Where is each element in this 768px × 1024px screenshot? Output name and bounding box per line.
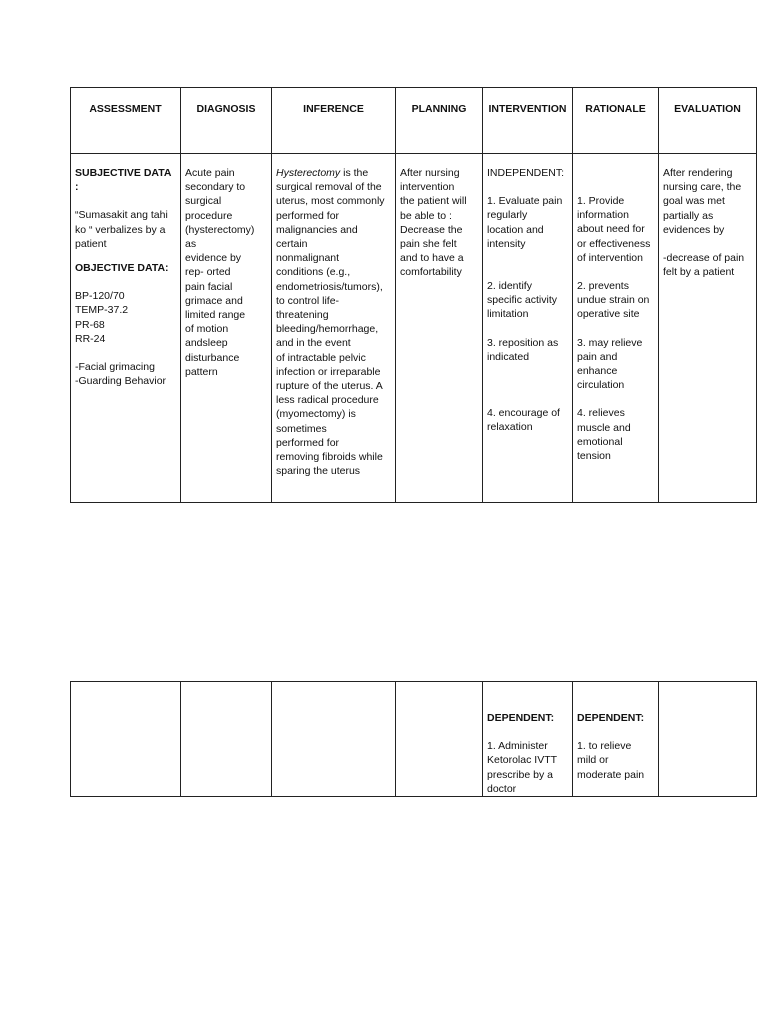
dependent-rationale-line: moderate pain: [577, 768, 645, 781]
dependent-rationale-label: DEPENDENT:: [577, 712, 645, 724]
header-evaluation: EVALUATION: [659, 88, 757, 154]
diagnosis-line: pattern: [185, 365, 218, 378]
inference-line: conditions (e.g.,: [276, 266, 351, 279]
rationale-item-line: about need for: [577, 223, 645, 236]
diagnosis-line: Acute pain: [185, 167, 235, 179]
inference-line: malignancies and: [276, 223, 358, 236]
intervention-item-line: 1. Evaluate pain: [487, 195, 563, 208]
rationale-item-line: muscle and: [577, 421, 631, 434]
evaluation-result: [663, 251, 752, 279]
dependent-rationale-line: 1. to relieve: [577, 740, 632, 753]
objective-data-label: OBJECTIVE DATA:: [75, 262, 169, 275]
care-plan-table-continued: [70, 681, 757, 797]
care-plan-table: [70, 87, 757, 503]
rationale-item-line: undue strain on: [577, 294, 650, 307]
dependent-intervention-line: Ketorolac IVTT: [487, 754, 558, 767]
rationale-item-line: 3. may relieve: [577, 336, 643, 349]
inference-text: [272, 154, 395, 478]
intervention-item-line: 4. encourage of: [487, 407, 560, 420]
evaluation-line: evidences by: [663, 223, 725, 236]
planning-text: [396, 154, 482, 280]
intervention-item-line: limitation: [487, 308, 529, 321]
dependent-intervention-text: [487, 739, 568, 796]
evaluation-line: partially as: [663, 209, 714, 222]
header-inference: INFERENCE: [272, 88, 396, 154]
rationale-item-line: or effectiveness: [577, 237, 651, 250]
planning-line: the patient will: [400, 195, 467, 208]
intervention-item-line: 3. reposition as: [487, 336, 559, 349]
intervention-item-line: location and: [487, 223, 544, 236]
intervention-cell: [483, 154, 573, 503]
evaluation-line: nursing care, the: [663, 181, 742, 194]
planning-line: and to have a: [400, 252, 464, 265]
evaluation-text: [663, 166, 752, 237]
sign-facial-grimacing: -Facial grimacing: [75, 361, 155, 374]
diagnosis-line: pain facial: [185, 280, 233, 293]
inference-line: to control life-: [276, 294, 340, 307]
header-diagnosis: DIAGNOSIS: [181, 88, 272, 154]
intervention-item: [487, 279, 568, 322]
rationale-item-line: 1. Provide: [577, 195, 625, 207]
header-assessment: ASSESSMENT: [71, 88, 181, 154]
rationale-item-line: operative site: [577, 308, 640, 321]
planning-line: After nursing: [400, 167, 460, 179]
inference-line: rupture of the uterus. A: [276, 380, 383, 393]
diagnosis-line: secondary to: [185, 181, 246, 194]
rationale-item-line: circulation: [577, 379, 625, 392]
inference-line: certain: [276, 238, 308, 251]
intervention-item-line: 2. identify: [487, 280, 532, 293]
inference-line: sparing the uterus: [276, 465, 361, 478]
rationale-item: [577, 279, 654, 322]
intervention-item-line: relaxation: [487, 421, 533, 434]
inference-line: threatening: [276, 309, 329, 322]
diagnosis-line: of motion: [185, 323, 229, 336]
inference-term: Hysterectomy: [276, 167, 341, 179]
inference-line: nonmalignant: [276, 252, 340, 265]
rationale-cell: [573, 154, 659, 503]
rationale-item-line: pain and: [577, 350, 618, 363]
diagnosis-line: surgical: [185, 195, 222, 208]
intervention-list: [487, 194, 568, 434]
intervention-item: [487, 194, 568, 251]
dependent-intervention-line: doctor: [487, 782, 517, 795]
inference-line: endometriosis/tumors),: [276, 280, 383, 293]
dependent-intervention-label: DEPENDENT:: [487, 712, 555, 724]
empty-inference-cell: [272, 682, 396, 797]
planning-line: pain she felt: [400, 238, 457, 251]
inference-line: infection or irreparable: [276, 365, 381, 378]
inference-line: performed for: [276, 209, 340, 222]
rationale-item-line: 4. relieves: [577, 407, 625, 420]
rationale-item: [577, 406, 654, 463]
diagnosis-line: as: [185, 238, 197, 251]
inference-line: surgical removal of the: [276, 181, 382, 194]
diagnosis-line: disturbance: [185, 351, 240, 364]
dependent-intervention-line: 1. Administer: [487, 740, 548, 753]
header-row: [71, 88, 757, 154]
rationale-item: [577, 194, 654, 265]
empty-assessment-cell: [71, 682, 181, 797]
diagnosis-line: andsleep: [185, 337, 228, 350]
intervention-item-line: intensity: [487, 237, 526, 250]
planning-cell: [396, 154, 483, 503]
rationale-item-line: of intervention: [577, 251, 643, 264]
dependent-intervention-cell: [483, 682, 573, 797]
inference-line: removing fibroids while: [276, 451, 383, 464]
inference-line: bleeding/hemorrhage,: [276, 323, 379, 336]
assessment-cell: [71, 154, 181, 503]
inference-line: of intractable pelvic: [276, 351, 366, 364]
diagnosis-text: [181, 154, 271, 379]
inference-line: sometimes: [276, 422, 327, 435]
diagnosis-cell: [181, 154, 272, 503]
header-rationale: RATIONALE: [573, 88, 659, 154]
intervention-item-line: indicated: [487, 350, 530, 363]
dependent-intervention-line: prescribe by a: [487, 768, 553, 781]
diagnosis-line: grimace and: [185, 294, 243, 307]
vital-pr: PR-68: [75, 318, 105, 331]
rationale-item: [577, 336, 654, 393]
evaluation-line: After rendering: [663, 167, 733, 179]
evaluation-line: goal was met: [663, 195, 725, 208]
evaluation-cell: [659, 154, 757, 503]
rationale-list: [577, 194, 654, 463]
vital-bp: BP-120/70: [75, 290, 125, 303]
sign-guarding-behavior: -Guarding Behavior: [75, 375, 167, 388]
subjective-data-text: “Sumasakit ang tahi ko “ verbalizes by a patient: [75, 209, 168, 250]
rationale-item-line: tension: [577, 450, 611, 463]
evaluation-result-line: felt by a patient: [663, 266, 735, 279]
inference-first-line: is the: [340, 167, 369, 179]
independent-label: INDEPENDENT:: [487, 167, 565, 179]
care-plan-row: [71, 154, 757, 503]
inference-line: less radical procedure: [276, 394, 379, 407]
diagnosis-line: procedure: [185, 209, 233, 222]
inference-line: and in the event: [276, 337, 351, 350]
evaluation-result-line: -decrease of pain: [663, 252, 745, 265]
planning-line: intervention: [400, 181, 455, 194]
rationale-item-line: enhance: [577, 365, 618, 378]
subjective-data-label: SUBJECTIVE DATA :: [75, 167, 172, 194]
planning-line: comfortability: [400, 266, 462, 279]
intervention-item-line: specific activity: [487, 294, 558, 307]
inference-line: (myomectomy) is: [276, 408, 356, 421]
empty-evaluation-cell: [659, 682, 757, 797]
dependent-rationale-text: [577, 739, 654, 782]
inference-line: performed for: [276, 436, 340, 449]
diagnosis-line: evidence by: [185, 252, 242, 265]
rationale-item-line: 2. prevents: [577, 280, 629, 293]
intervention-item: [487, 336, 568, 364]
diagnosis-line: (hysterectomy): [185, 223, 255, 236]
planning-line: Decrease the: [400, 223, 463, 236]
vital-rr: RR-24: [75, 332, 106, 345]
intervention-item: [487, 406, 568, 434]
dependent-row: [71, 682, 757, 797]
empty-diagnosis-cell: [181, 682, 272, 797]
diagnosis-line: limited range: [185, 309, 246, 322]
diagnosis-line: rep- orted: [185, 266, 231, 279]
planning-line: be able to :: [400, 209, 452, 222]
dependent-rationale-cell: [573, 682, 659, 797]
dependent-rationale-line: mild or: [577, 754, 609, 767]
header-intervention: INTERVENTION: [483, 88, 573, 154]
empty-planning-cell: [396, 682, 483, 797]
inference-line: uterus, most commonly: [276, 195, 385, 208]
vital-temp: TEMP-37.2: [75, 304, 129, 317]
header-planning: PLANNING: [396, 88, 483, 154]
rationale-item-line: emotional: [577, 435, 623, 448]
rationale-item-line: information: [577, 209, 629, 222]
inference-cell: [272, 154, 396, 503]
intervention-item-line: regularly: [487, 209, 528, 222]
